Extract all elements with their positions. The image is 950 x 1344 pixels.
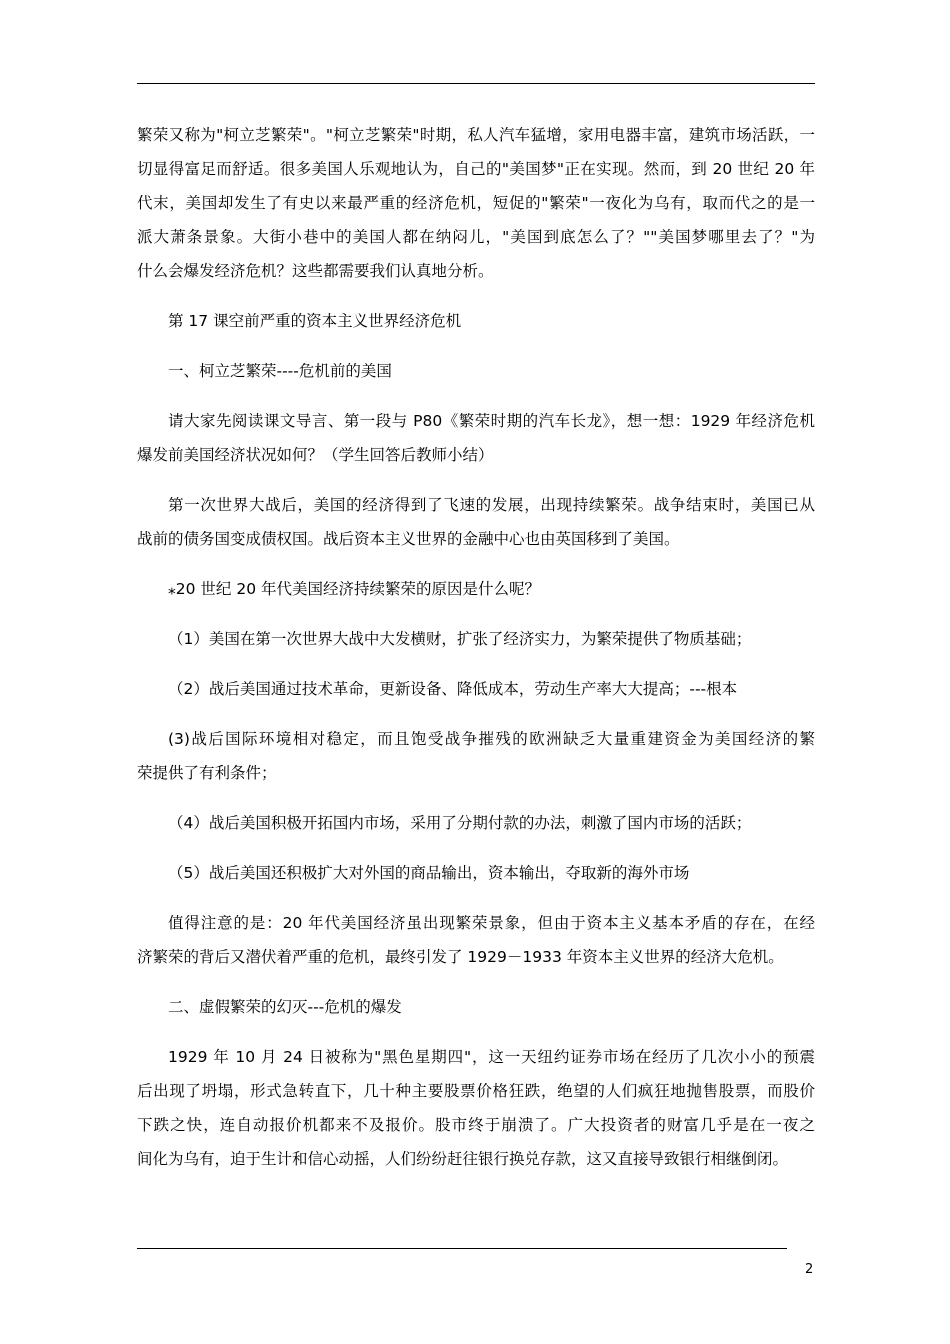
text-line: 爆发前美国经济状况如何？（学生回答后教师小结） bbox=[137, 446, 494, 464]
text-line: 繁荣又称为"柯立芝繁荣"。"柯立芝繁荣"时期，私人汽车猛增，家用电器丰富，建筑市场活跃，一 bbox=[137, 126, 815, 144]
paragraph bbox=[137, 572, 815, 606]
text-line: 二、虚假繁荣的幻灭---危机的爆发 bbox=[168, 998, 402, 1016]
text-line: （5）战后美国还积极扩大对外国的商品输出，资本输出，夺取新的海外市场 bbox=[168, 864, 690, 882]
footer-rule bbox=[137, 1248, 787, 1249]
paragraph bbox=[137, 990, 815, 1024]
text-line: ⁎20 世纪 20 年代美国经济持续繁荣的原因是什么呢？ bbox=[168, 580, 540, 598]
paragraph bbox=[137, 354, 815, 388]
text-line: （1）美国在第一次世界大战中大发横财，扩张了经济实力，为繁荣提供了物质基础； bbox=[168, 630, 752, 648]
text-line: 第 17 课空前严重的资本主义世界经济危机 bbox=[168, 312, 462, 330]
text-line: 济繁荣的背后又潜伏着严重的危机，最终引发了 1929－1933 年资本主义世界的经济大危机。 bbox=[137, 948, 784, 966]
header-rule bbox=[137, 83, 815, 84]
text-line: 值得注意的是：20 年代美国经济虽出现繁荣景象，但由于资本主义基本矛盾的存在，在经 bbox=[168, 914, 815, 932]
paragraph bbox=[137, 906, 815, 974]
text-line: 第一次世界大战后，美国的经济得到了飞速的发展，出现持续繁荣。战争结束时，美国已从 bbox=[168, 496, 815, 514]
paragraph bbox=[137, 404, 815, 472]
text-line: 切显得富足而舒适。很多美国人乐观地认为，自己的"美国梦"正在实现。然而，到 20 世纪 20 年 bbox=[137, 160, 815, 178]
document-body bbox=[137, 118, 815, 1192]
paragraph bbox=[137, 672, 815, 706]
text-line: 战前的债务国变成债权国。战后资本主义世界的金融中心也由英国移到了美国。 bbox=[137, 530, 680, 548]
paragraph bbox=[137, 118, 815, 288]
text-line: 什么会爆发经济危机？这些都需要我们认真地分析。 bbox=[137, 262, 494, 280]
page-number: 2 bbox=[805, 1262, 814, 1277]
paragraph bbox=[137, 856, 815, 890]
text-line: （4）战后美国积极开拓国内市场，采用了分期付款的办法，刺激了国内市场的活跃； bbox=[168, 814, 752, 832]
text-line: 荣提供了有利条件； bbox=[137, 764, 277, 782]
text-line: 1929 年 10 月 24 日被称为"黑色星期四"，这一天纽约证券市场在经历了几次小小的预震 bbox=[168, 1048, 815, 1066]
paragraph bbox=[137, 722, 815, 790]
text-line: (3)战后国际环境相对稳定，而且饱受战争摧残的欧洲缺乏大量重建资金为美国经济的繁 bbox=[168, 730, 815, 748]
text-line: 代末，美国却发生了有史以来最严重的经济危机，短促的"繁荣"一夜化为乌有，取而代之的是一 bbox=[137, 194, 815, 212]
text-line: 派大萧条景象。大街小巷中的美国人都在纳闷儿，"美国到底怎么了？""美国梦哪里去了？"为 bbox=[137, 228, 815, 246]
paragraph bbox=[137, 1040, 815, 1176]
paragraph bbox=[137, 622, 815, 656]
text-line: （2）战后美国通过技术革命，更新设备、降低成本，劳动生产率大大提高；---根本 bbox=[168, 680, 738, 698]
text-line: 后出现了坍塌，形式急转直下，几十种主要股票价格狂跌，绝望的人们疯狂地抛售股票，而股价 bbox=[137, 1082, 815, 1100]
paragraph bbox=[137, 488, 815, 556]
paragraph bbox=[137, 304, 815, 338]
text-line: 一、柯立芝繁荣----危机前的美国 bbox=[168, 362, 392, 380]
text-line: 间化为乌有，迫于生计和信心动摇，人们纷纷赶往银行换兑存款，这又直接导致银行相继倒闭。 bbox=[137, 1150, 789, 1168]
text-line: 下跌之快，连自动报价机都来不及报价。股市终于崩溃了。广大投资者的财富几乎是在一夜之 bbox=[137, 1116, 815, 1134]
text-line: 请大家先阅读课文导言、第一段与 P80《繁荣时期的汽车长龙》，想一想：1929 年经济危机 bbox=[168, 412, 815, 430]
paragraph bbox=[137, 806, 815, 840]
